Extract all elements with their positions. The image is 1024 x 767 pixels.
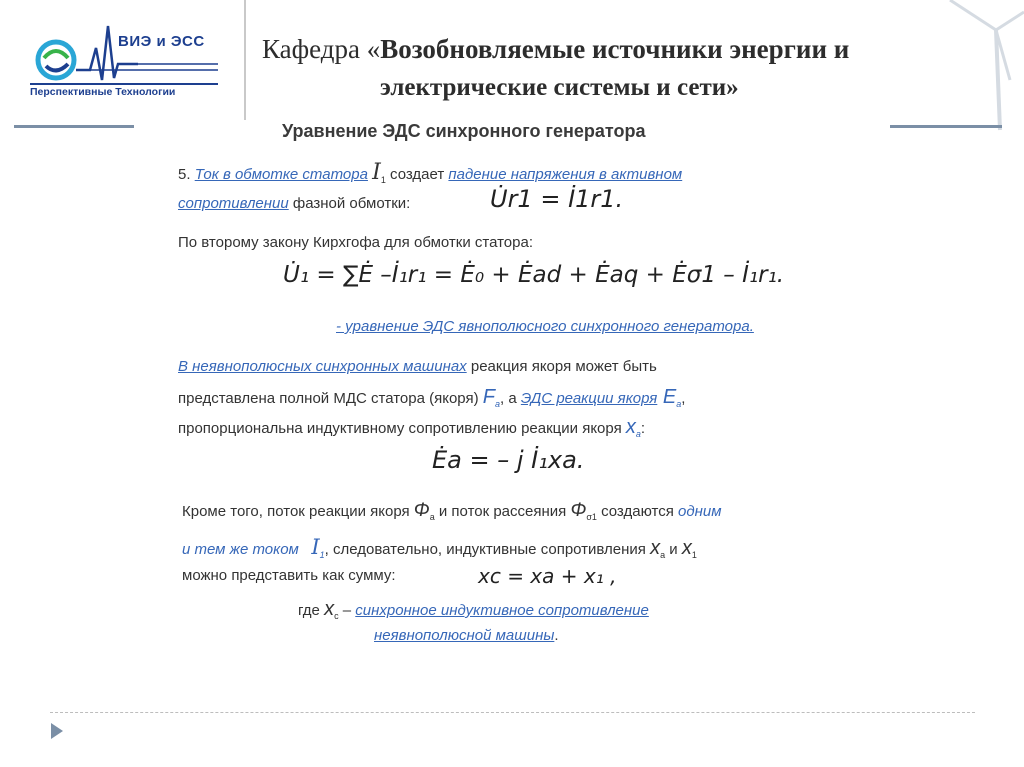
logo-brand: ВИЭ и ЭСС <box>118 33 205 50</box>
paragraph-5-line-2: сопротивлении фазной обмотки: <box>178 195 411 212</box>
header-divider <box>244 0 246 120</box>
triangle-right-icon[interactable] <box>50 722 64 740</box>
link-voltage-drop[interactable]: падение напряжения в активном <box>448 166 683 183</box>
department-title-line-1: Кафедра «Возобновляемые источники энергии и <box>262 34 850 64</box>
footer-divider <box>50 712 975 713</box>
armature-emf-formula: Ėa = – j İ₁xa. <box>432 446 585 474</box>
department-title-line-2: электрические системы и сети» <box>380 74 739 101</box>
paragraph-5-line-1: 5. Ток в обмотке статора $I_1$ создает падение напряжения в активном <box>178 160 683 185</box>
voltage-drop-formula: U̇r1 = İ1r1. <box>490 185 624 213</box>
paragraph-6-line-3: пропорциональна индуктивному сопротивлению реакции якоря $x_a$: <box>178 416 646 439</box>
paragraph-6-line-1: В неявнополюсных синхронных машинах реакция якоря может быть <box>178 358 657 375</box>
link-non-salient-machine[interactable]: неявнополюсной машины <box>374 627 555 644</box>
paragraph-7-line-3: можно представить как сумму: <box>182 567 396 584</box>
paragraph-7-line-1: Кроме того, поток реакции якоря $\Phi_a$ и поток рассеяния $\Phi_{\sigma 1}$ создаются одним <box>182 500 722 522</box>
where-line-1: где $x_c$ – синхронное индуктивное сопротивление <box>298 598 649 621</box>
emf-equation-note[interactable]: - уравнение ЭДС явнополюсного синхронного генератора. <box>336 318 754 335</box>
reactance-sum-formula: xc = xa + x₁ , <box>478 564 617 588</box>
link-synchronous-reactance[interactable]: синхронное индуктивное сопротивление <box>355 602 649 619</box>
paragraph-6-line-2: представлена полной МДС статора (якоря) $F_a$, а ЭДС реакции якоря $E_a$, <box>178 386 686 409</box>
logo-caption: Перспективные Технологии <box>30 86 176 98</box>
slide-title: Уравнение ЭДС синхронного генератора <box>282 121 646 141</box>
link-stator-current[interactable]: Ток в обмотке статора <box>194 166 368 183</box>
kirchhoff-text: По второму закону Кирхгофа для обмотки статора: <box>178 234 533 251</box>
wind-turbine-icon <box>930 0 1024 135</box>
link-non-salient-machines[interactable]: В неявнополюсных синхронных машинах <box>178 358 467 375</box>
paragraph-7-line-2: и тем же током $I_1$, следовательно, индуктивные сопротивления $x_a$ и $x_1$ <box>182 535 697 560</box>
link-resistance[interactable]: сопротивлении <box>178 195 289 212</box>
link-armature-reaction-emf[interactable]: ЭДС реакции якоря <box>520 390 658 407</box>
emf-equation: U̇₁ = ∑Ė –İ₁r₁ = Ė₀ + Ėad + Ėaq + Ėσ1 – İ₁r₁. <box>283 262 785 288</box>
where-line-2: неявнополюсной машины. <box>374 627 559 644</box>
header-rule-right <box>890 125 1002 128</box>
header-rule-left <box>14 125 134 128</box>
